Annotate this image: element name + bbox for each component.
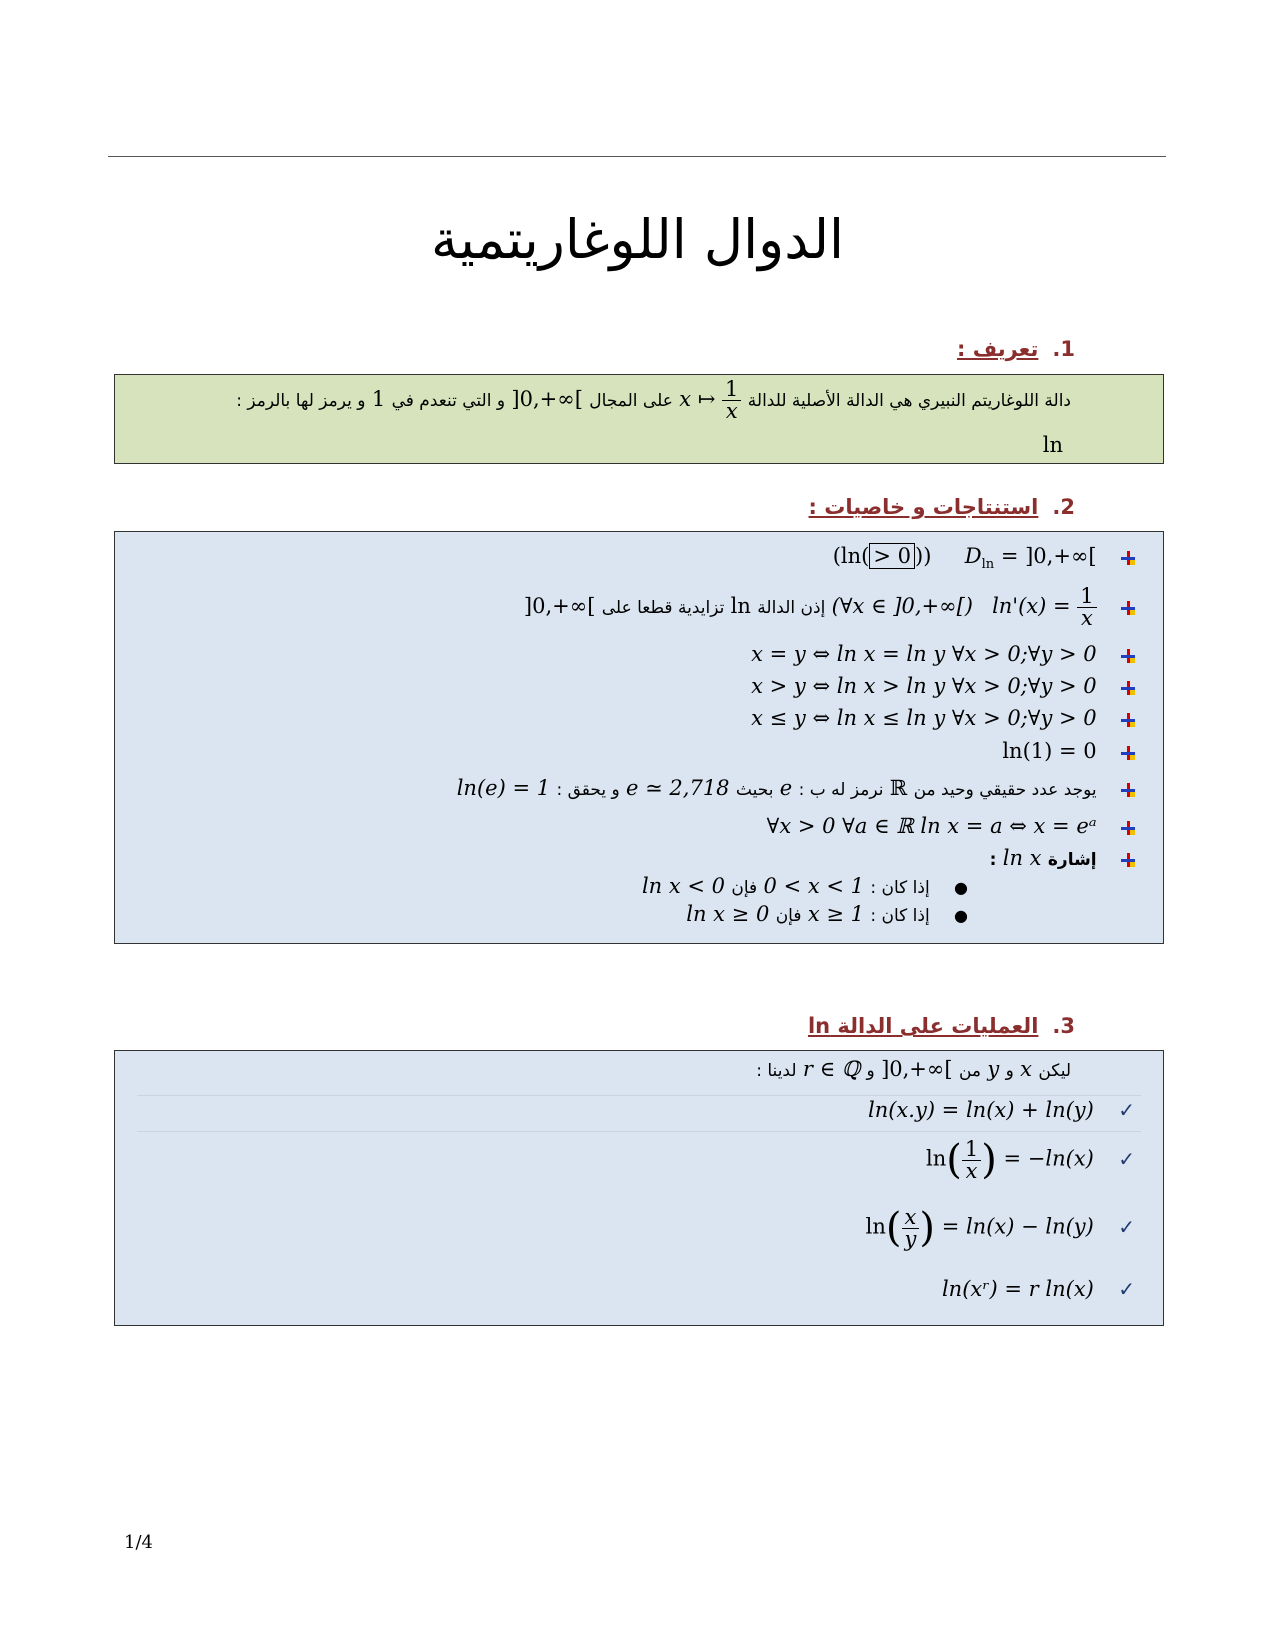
domain-symbol: D bbox=[964, 544, 982, 568]
bullet-icon bbox=[1121, 783, 1135, 797]
section-number: 1. bbox=[1052, 337, 1075, 361]
bullet-icon bbox=[1121, 601, 1135, 615]
case2-cond: x ≥ 1 bbox=[807, 902, 864, 926]
definition-box bbox=[114, 374, 1164, 464]
greater-expr: x > y ⇔ ln x > ln y ∀x > 0;∀y > 0 bbox=[751, 674, 1097, 698]
frac-num: 1 bbox=[962, 1139, 981, 1161]
exp-expr: ∀x > 0 ∀a ∈ ℝ ln x = a ⇔ x = eᵃ bbox=[766, 814, 1097, 838]
derivative-interval: ]0,+∞[ bbox=[523, 594, 596, 618]
definition-text-b: على المجال bbox=[589, 391, 673, 411]
bullet-icon bbox=[1121, 746, 1135, 760]
domain-sub: ln bbox=[981, 557, 995, 573]
operation-inverse bbox=[926, 1137, 1135, 1183]
property-equal bbox=[751, 642, 1135, 666]
domain-eq: = ]0,+∞[ bbox=[1000, 544, 1097, 568]
domain-note-box: > 0 bbox=[869, 543, 915, 569]
property-ln1 bbox=[1002, 739, 1135, 763]
leq-expr: x ≤ y ⇔ ln x ≤ ln y ∀x > 0;∀y > 0 bbox=[751, 706, 1097, 730]
inverse-pre: ln bbox=[926, 1146, 947, 1171]
domain-expr bbox=[833, 544, 1097, 572]
operation-power bbox=[942, 1277, 1135, 1301]
header-rule bbox=[108, 156, 1166, 157]
property-leq bbox=[751, 706, 1135, 730]
definition-text-d: و يرمز لها بالرمز : bbox=[236, 391, 366, 411]
divider bbox=[137, 1095, 1141, 1096]
frac-den: x bbox=[1081, 606, 1093, 630]
e-text-d: و يحقق : bbox=[556, 780, 620, 800]
definition-text-c: و التي تنعدم في bbox=[391, 391, 506, 411]
case1-text-b: فإن bbox=[731, 878, 758, 898]
page-number: 1/4 bbox=[124, 1532, 153, 1553]
intro-interval: ]0,+∞[ bbox=[881, 1057, 953, 1081]
frac-num: x bbox=[902, 1207, 920, 1229]
operations-intro bbox=[756, 1057, 1071, 1081]
definition-interval: ]0,+∞[ bbox=[511, 387, 583, 411]
operation-product bbox=[868, 1098, 1135, 1122]
dot-icon: ● bbox=[954, 906, 968, 925]
property-greater bbox=[751, 674, 1135, 698]
section-1-heading bbox=[957, 337, 1075, 361]
bullet-icon bbox=[1121, 649, 1135, 663]
section-2-heading bbox=[809, 495, 1075, 519]
sign-expr: ln x bbox=[1002, 846, 1042, 870]
section-number: 3. bbox=[1052, 1014, 1075, 1038]
section-label: تعريف : bbox=[956, 337, 1039, 361]
section-label: استنتاجات و خاصيات : bbox=[808, 495, 1039, 519]
case1-cond: 0 < x < 1 bbox=[763, 874, 864, 898]
derivative-ln: ln bbox=[730, 594, 751, 618]
ln1-expr: ln(1) = 0 bbox=[1002, 739, 1097, 763]
section-label: العمليات على الدالة ln bbox=[807, 1014, 1039, 1038]
e-text-b: نرمز له ب : bbox=[798, 780, 884, 800]
bullet-icon bbox=[1121, 551, 1135, 565]
property-domain bbox=[833, 544, 1135, 572]
product-expr: ln(x.y) = ln(x) + ln(y) bbox=[868, 1098, 1094, 1122]
frac-num: 1 bbox=[722, 379, 741, 401]
definition-function bbox=[679, 379, 741, 422]
check-icon: ✓ bbox=[1118, 1098, 1135, 1122]
derivative-lhs: ln'(x) = bbox=[992, 594, 1071, 618]
e-symbol: e bbox=[779, 776, 793, 800]
case1-res: ln x < 0 bbox=[641, 874, 726, 898]
frac-num: 1 bbox=[1077, 586, 1096, 608]
e-reals: ℝ bbox=[889, 776, 908, 800]
frac-den: x bbox=[725, 399, 738, 423]
check-icon: ✓ bbox=[1118, 1214, 1135, 1239]
properties-box bbox=[114, 531, 1164, 944]
section-number: 2. bbox=[1052, 495, 1075, 519]
check-icon: ✓ bbox=[1118, 1146, 1135, 1171]
operations-box bbox=[114, 1050, 1164, 1326]
operation-quotient bbox=[866, 1205, 1135, 1251]
quotient-pre: ln bbox=[865, 1214, 886, 1239]
domain-note-a: (ln( bbox=[832, 544, 870, 568]
bullet-icon bbox=[1121, 681, 1135, 695]
intro-and2: و bbox=[866, 1061, 875, 1081]
case2-text-a: إذا كان : bbox=[870, 906, 930, 926]
derivative-expr bbox=[992, 586, 1097, 629]
definition-symbol: ln bbox=[1042, 433, 1063, 457]
intro-text-b: لدينا : bbox=[756, 1061, 797, 1081]
property-sign bbox=[990, 846, 1135, 870]
case2-res: ln x ≥ 0 bbox=[686, 902, 770, 926]
power-expr: ln(xʳ) = r ln(x) bbox=[941, 1277, 1094, 1301]
quotient-expr: ln( $\frac{x}{y}$ ) = ln(x) − ln(y) bbox=[865, 1204, 1094, 1251]
e-approx: e ≃ 2,718 bbox=[626, 776, 730, 800]
derivative-cond: (∀x ∈ ]0,+∞[) bbox=[831, 594, 973, 618]
section-3-heading bbox=[808, 1014, 1075, 1038]
check-icon: ✓ bbox=[1118, 1277, 1135, 1301]
intro-and: و bbox=[1005, 1061, 1014, 1081]
e-text-c: بحيث bbox=[735, 780, 774, 800]
definition-text-a: دالة اللوغاريتم النبيري هي الدالة الأصلية للدالة bbox=[747, 391, 1071, 411]
frac-den: y bbox=[904, 1226, 917, 1251]
derivative-text-a: إذن الدالة bbox=[757, 598, 826, 618]
sign-colon: : bbox=[989, 850, 997, 870]
divider bbox=[137, 1131, 1141, 1132]
property-derivative bbox=[524, 586, 1135, 629]
sign-text: إشارة bbox=[1047, 850, 1097, 870]
case1-text-a: إذا كان : bbox=[870, 878, 930, 898]
intro-r: r ∈ ℚ bbox=[802, 1057, 861, 1081]
bullet-icon bbox=[1121, 821, 1135, 835]
intro-y: y bbox=[987, 1057, 1000, 1081]
dot-icon: ● bbox=[954, 878, 968, 897]
sign-case-2 bbox=[686, 902, 968, 926]
quotient-post: = ln(x) − ln(y) bbox=[941, 1214, 1094, 1239]
inverse-post: = −ln(x) bbox=[1003, 1146, 1094, 1171]
property-exp bbox=[767, 814, 1135, 838]
page-title: الدوال اللوغاريتمية bbox=[430, 208, 845, 271]
equal-expr: x = y ⇔ ln x = ln y ∀x > 0;∀y > 0 bbox=[751, 642, 1097, 666]
definition-map: x ↦ bbox=[679, 387, 716, 411]
e-text-a: يوجد عدد حقيقي وحيد من bbox=[913, 780, 1097, 800]
sign-case-1 bbox=[642, 874, 968, 898]
inverse-expr: ln( $\frac{1}{x}$ ) = −ln(x) bbox=[926, 1136, 1094, 1183]
intro-x: x bbox=[1020, 1057, 1032, 1081]
derivative-text-b: تزايدية قطعا على bbox=[601, 598, 725, 618]
e-eq: ln(e) = 1 bbox=[456, 776, 551, 800]
definition-one: 1 bbox=[371, 387, 386, 411]
definition-line-1 bbox=[236, 379, 1071, 422]
property-e bbox=[457, 776, 1135, 800]
bullet-icon bbox=[1121, 713, 1135, 727]
intro-text-a: ليكن bbox=[1038, 1061, 1071, 1081]
case2-text-b: فإن bbox=[775, 906, 802, 926]
bullet-icon bbox=[1121, 853, 1135, 867]
frac-den: x bbox=[965, 1158, 978, 1183]
domain-note-b: )) bbox=[915, 544, 932, 568]
intro-from: من bbox=[958, 1061, 981, 1081]
